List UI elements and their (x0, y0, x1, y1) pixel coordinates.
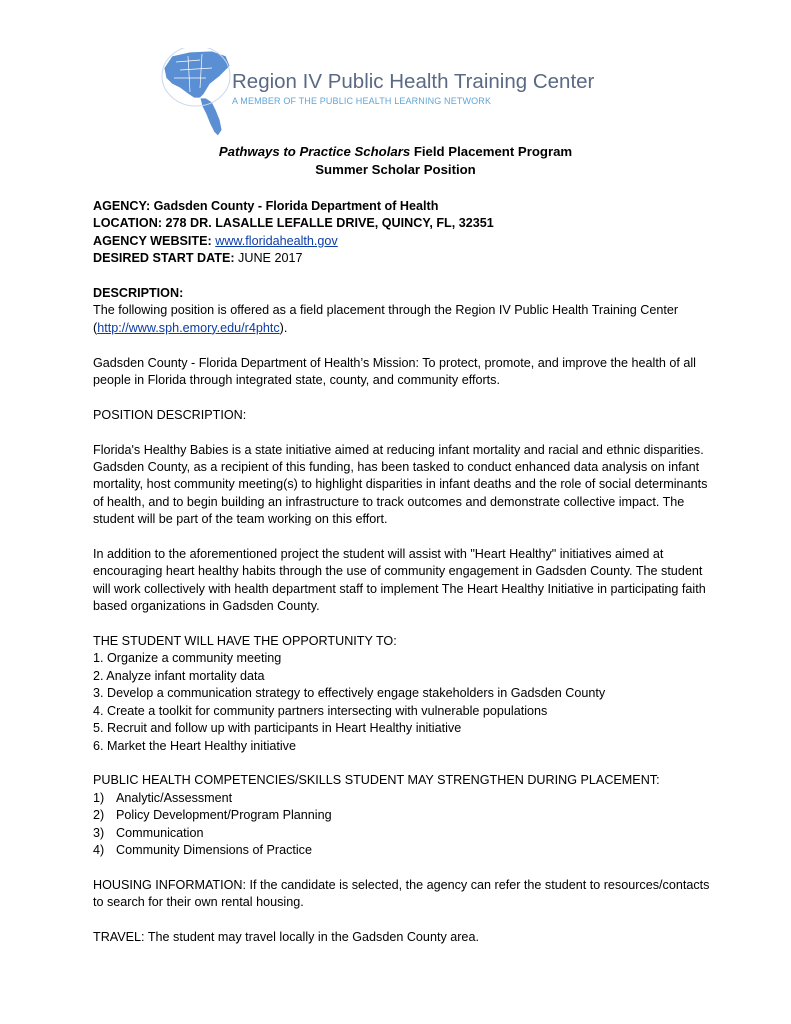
agency-value: Gadsden County - Florida Department of Health (150, 199, 439, 213)
list-item (93, 825, 713, 842)
list-number: 1) (93, 790, 105, 805)
document-header (0, 143, 791, 179)
website-line (93, 233, 713, 250)
position-title: Summer Scholar Position (315, 162, 476, 177)
list-item (93, 842, 713, 859)
location-value: 278 DR. LASALLE LEFALLE DRIVE, QUINCY, FL, 32351 (162, 216, 494, 231)
list-number: 3) (93, 825, 105, 840)
r4phtc-link[interactable]: http://www.sph.emory.edu/r4phtc (97, 320, 280, 335)
description-body: The following position is offered as a field placement through the Region IV Public Health Training Center ( (93, 303, 679, 335)
list-number: 2) (93, 808, 105, 823)
position-paragraph-1: Florida's Healthy Babies is a state initiative aimed at reducing infant mortality and racial and ethnic disparities. Gadsden County, as a recipient of this funding, has been tasked to conduct enhanced data analysis on infant mortality, host community meeting(s) to highlight disparities in infant deaths and the role of social determinants of health, and to begin building an infrastructure to track outcomes and demonstrate collective impact. The student will be part of the team working on this effort. (93, 442, 708, 527)
list-text: Analytic/Assessment (116, 790, 233, 805)
list-item: 1. Organize a community meeting (93, 651, 282, 666)
list-item (93, 807, 713, 824)
start-date-value: JUNE 2017 (234, 251, 303, 266)
website-label: AGENCY WEBSITE: (93, 233, 212, 248)
list-number: 4) (93, 842, 105, 857)
position-paragraph-2: In addition to the aforementioned project the student will assist with "Heart Healthy" initiatives aimed at encouraging heart healthy habits through the use of community engagement in Gadsden County. The student will work collectively with health department staff to implement The Heart Healthy Initiative in participating faith based organizations in Gadsden County. (93, 547, 706, 614)
opportunity-heading: THE STUDENT WILL HAVE THE OPPORTUNITY TO: (93, 634, 397, 649)
housing-information: HOUSING INFORMATION: If the candidate is selected, the agency can refer the student to resources/contacts to search for their own rental housing. (93, 877, 710, 910)
program-title-italic: Pathways to Practice Scholars (218, 144, 411, 159)
start-date-line (93, 250, 713, 267)
list-text: Community Dimensions of Practice (116, 842, 312, 857)
list-item: 4. Create a toolkit for community partners intersecting with vulnerable populations (93, 703, 548, 718)
document-body (93, 198, 713, 946)
description-text (93, 302, 713, 337)
description-heading: DESCRIPTION: (93, 286, 184, 301)
list-item: 5. Recruit and follow up with participants in Heart Healthy initiative (93, 721, 462, 736)
program-title-rest: Field Placement Program (410, 144, 573, 159)
list-item: 6. Market the Heart Healthy initiative (93, 738, 296, 753)
mission-statement: Gadsden County - Florida Department of Health’s Mission: To protect, promote, and improve the health of all people in Florida through integrated state, county, and community efforts. (93, 355, 696, 388)
list-text: Policy Development/Program Planning (116, 808, 332, 823)
logo-subtitle: A MEMBER OF THE PUBLIC HEALTH LEARNING NETWORK (232, 96, 492, 106)
location-line (93, 215, 713, 232)
list-item: 3. Develop a communication strategy to effectively engage stakeholders in Gadsden County (93, 686, 606, 701)
agency-label: AGENCY: (93, 199, 151, 213)
list-text: Communication (116, 825, 204, 840)
list-item: 2. Analyze infant mortality data (93, 668, 265, 683)
list-item (93, 790, 713, 807)
southeast-map-icon (160, 48, 238, 140)
location-label: LOCATION: (93, 216, 163, 231)
agency-website-link[interactable]: www.floridahealth.gov (215, 233, 338, 248)
agency-line (93, 198, 713, 215)
travel-information: TRAVEL: The student may travel locally in the Gadsden County area. (93, 929, 479, 944)
competencies-heading: PUBLIC HEALTH COMPETENCIES/SKILLS STUDENT MAY STRENGTHEN DURING PLACEMENT: (93, 773, 660, 788)
program-title (0, 143, 791, 161)
description-end: ). (279, 320, 288, 335)
logo-title: Region IV Public Health Training Center (232, 70, 595, 93)
start-date-label: DESIRED START DATE: (93, 251, 235, 266)
region-iv-logo (160, 48, 595, 140)
position-heading: POSITION DESCRIPTION: (93, 407, 247, 422)
